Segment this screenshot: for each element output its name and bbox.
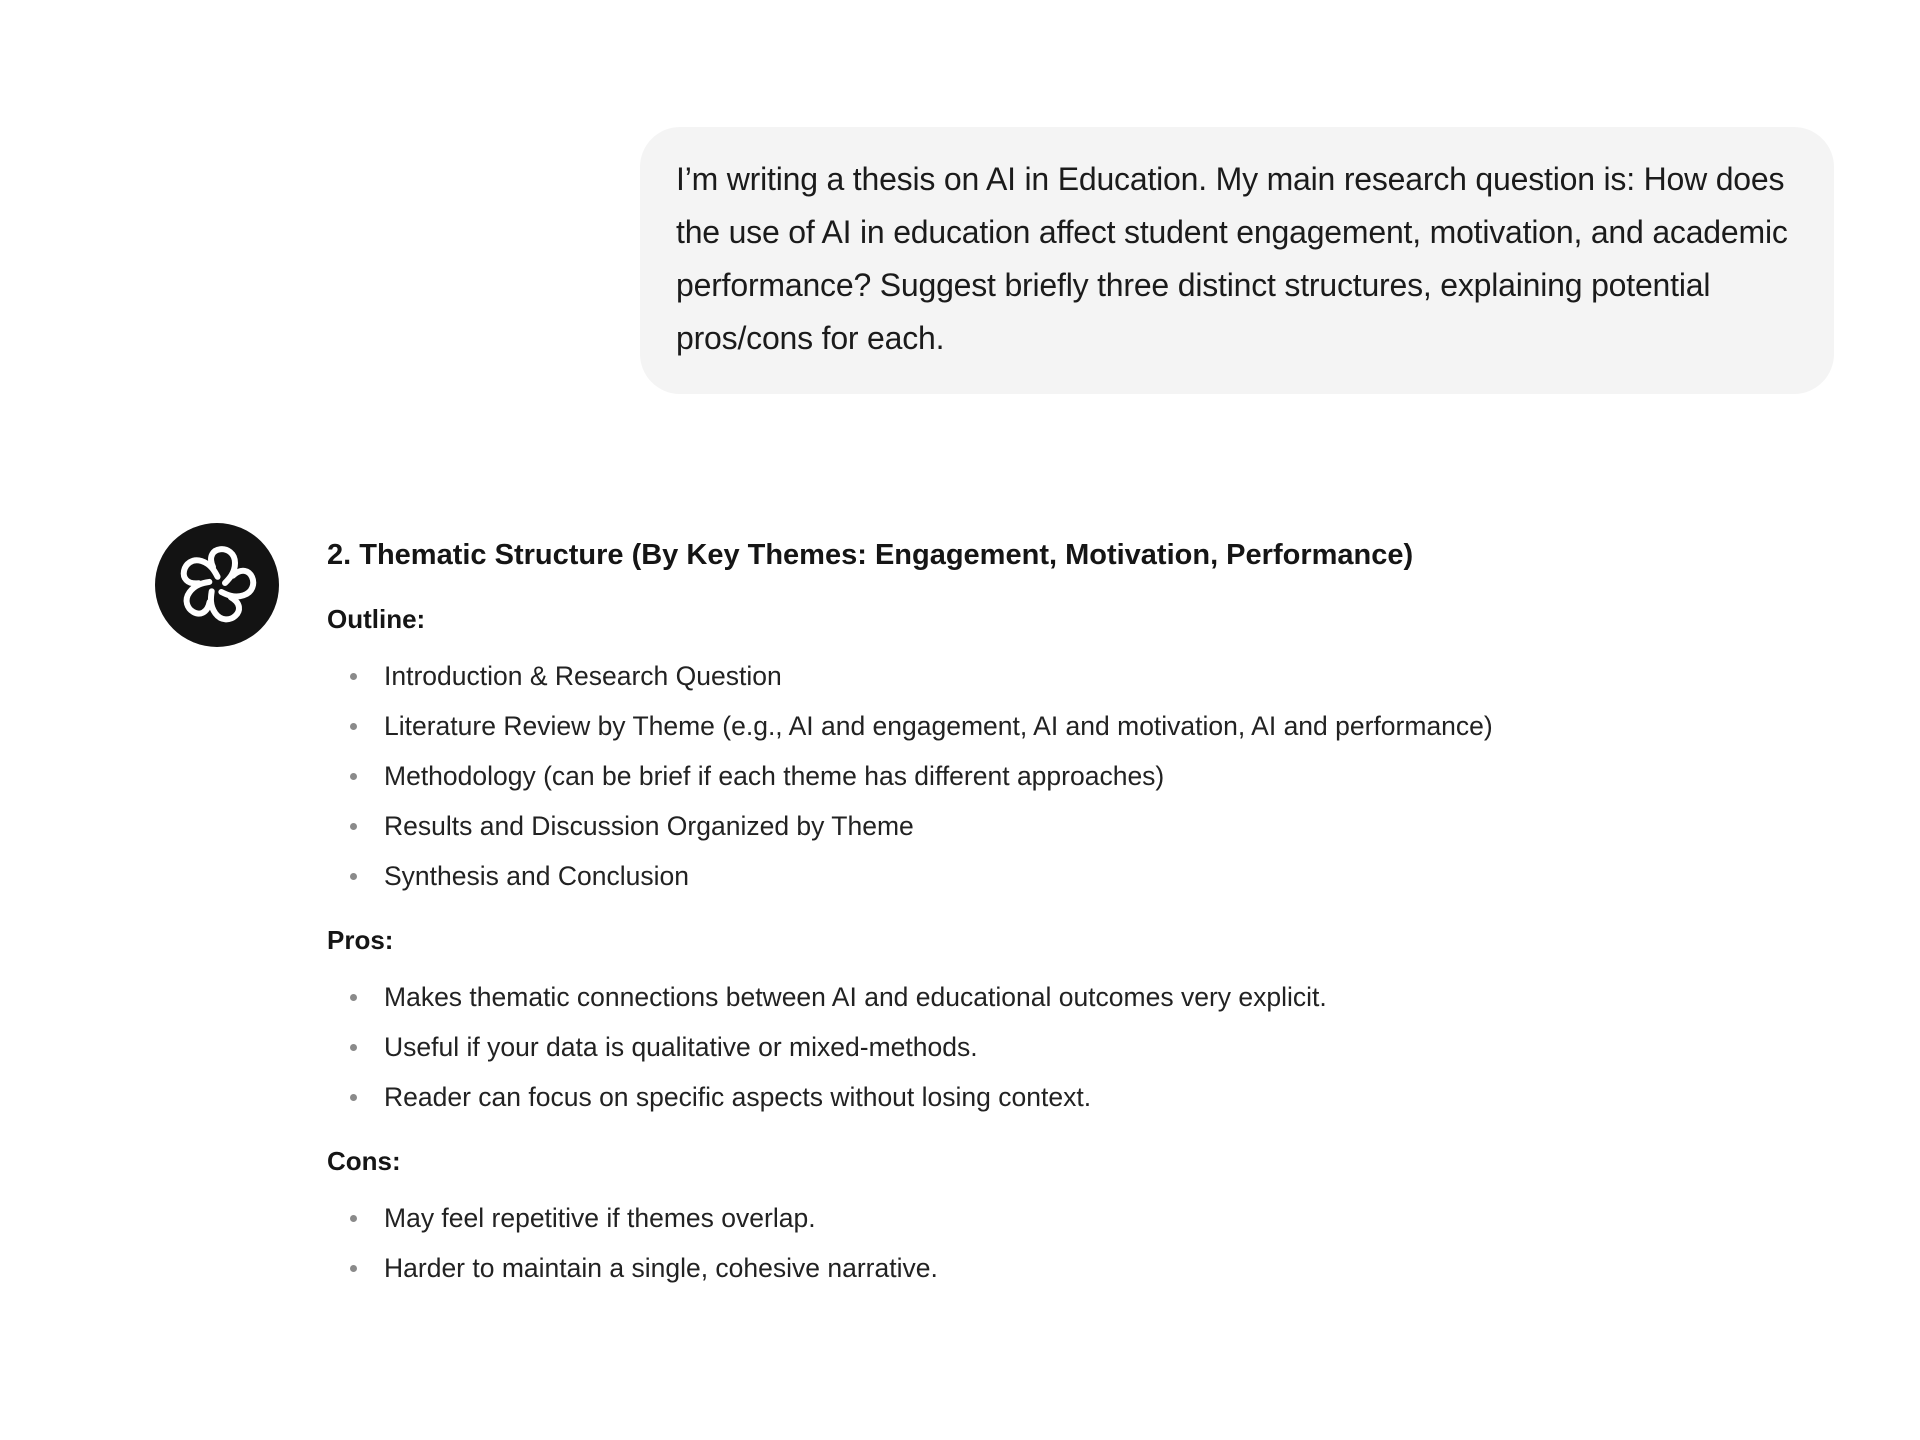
bullet-icon [350, 773, 357, 780]
list-item [327, 801, 1827, 851]
list-item [327, 972, 1827, 1022]
list-item [327, 1022, 1827, 1072]
list-item [327, 1243, 1827, 1293]
list-item-text: Makes thematic connections between AI and educational outcomes very explicit. [384, 982, 1327, 1012]
bullet-icon [350, 1094, 357, 1101]
list-item-text: Results and Discussion Organized by Theme [384, 811, 914, 841]
bullet-list [327, 972, 1827, 1122]
assistant-logo-icon [155, 523, 279, 647]
list-item-text: Harder to maintain a single, cohesive narrative. [384, 1253, 938, 1283]
list-item-text: Reader can focus on specific aspects without losing context. [384, 1082, 1092, 1112]
bullet-list [327, 1193, 1827, 1293]
bullet-icon [350, 1265, 357, 1272]
bullet-icon [350, 723, 357, 730]
user-message-text: I’m writing a thesis on AI in Education. My main research question is: How does the use of AI in education affect student engagement, motivation, and academic performance? Suggest briefly three distinct structures, explaining potential pros/cons for each. [676, 161, 1788, 356]
list-item-text: Synthesis and Conclusion [384, 861, 689, 891]
section-heading: Outline: [327, 604, 426, 634]
list-item-text: May feel repetitive if themes overlap. [384, 1203, 816, 1233]
bullet-icon [350, 823, 357, 830]
list-item [327, 851, 1827, 901]
bullet-icon [350, 1044, 357, 1051]
response-title: 2. Thematic Structure (By Key Themes: Engagement, Motivation, Performance) [327, 539, 1414, 571]
section-heading: Pros: [327, 925, 394, 955]
list-item [327, 651, 1827, 701]
section-heading: Cons: [327, 1146, 401, 1176]
list-item [327, 751, 1827, 801]
list-item-text: Methodology (can be brief if each theme has different approaches) [384, 761, 1165, 791]
list-item [327, 1072, 1827, 1122]
list-item-text: Introduction & Research Question [384, 661, 782, 691]
assistant-response [327, 530, 1827, 1293]
bullet-icon [350, 994, 357, 1001]
user-message-bubble [640, 127, 1834, 394]
bullet-icon [350, 1215, 357, 1222]
list-item [327, 1193, 1827, 1243]
bullet-icon [350, 873, 357, 880]
bullet-icon [350, 673, 357, 680]
list-item-text: Literature Review by Theme (e.g., AI and engagement, AI and motivation, AI and performance) [384, 711, 1493, 741]
list-item [327, 701, 1827, 751]
list-item-text: Useful if your data is qualitative or mixed-methods. [384, 1032, 978, 1062]
bullet-list [327, 651, 1827, 901]
